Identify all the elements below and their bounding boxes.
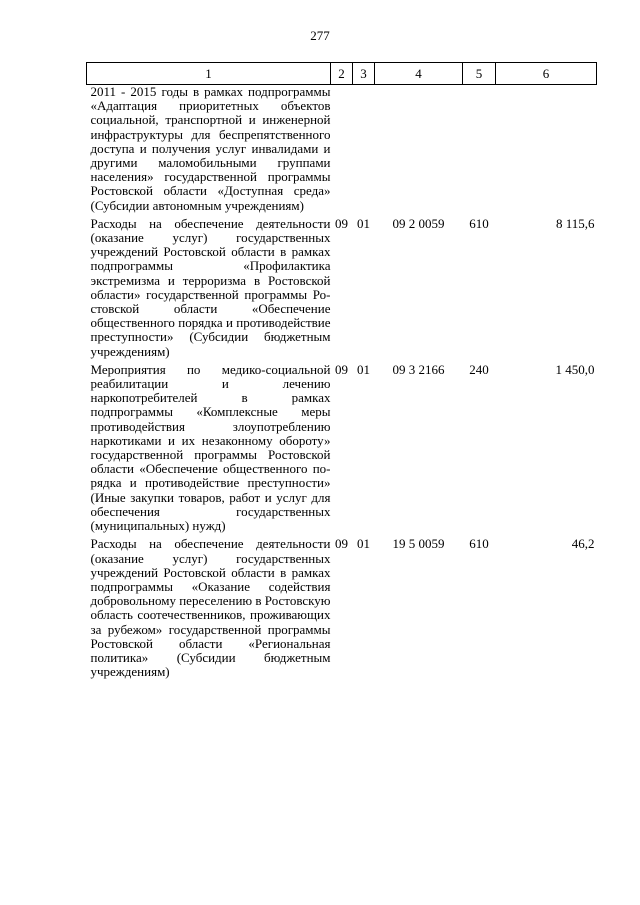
row-target-code	[375, 85, 463, 217]
table-row	[87, 363, 597, 537]
row-section-code: 09	[335, 361, 348, 377]
table-row	[87, 85, 597, 217]
row-description: Расходы на обеспечение деятельности (оказание услуг) государственных учреждений Ростовской области в рамках подпрограммы «Оказание содействия добровольному переселению в Ростовскую область соотечественников, проживающих за рубежом» государственной программы Ростовской области «Региональная политика» (Субсидии бюджетным учреждениям)	[90, 536, 331, 680]
table-row	[87, 537, 597, 683]
row-description: Мероприятия по медико-социальной реабилитации и лечению наркопотребителей в рамках подпрограммы «Комплексные меры противодействия злоупотреблению наркотиками и их незаконному обороту» государственной программы Ростовской области «Обеспечение общественного порядка и противодействие преступности» (Иные закупки товаров, работ и услуг для обеспечения государственных (муниципальных) нужд)	[90, 361, 331, 534]
column-header-5: 5	[463, 63, 496, 85]
row-section-code: 09	[335, 215, 348, 231]
column-header-6: 6	[496, 63, 597, 85]
column-header-3: 3	[353, 63, 375, 85]
row-subsection-code: 01	[357, 215, 370, 231]
row-expense-type: 610	[469, 215, 489, 231]
row-subsection-code: 01	[357, 361, 370, 377]
row-section-code	[331, 85, 353, 217]
row-section-code: 09	[335, 536, 348, 552]
row-expense-type	[463, 85, 496, 217]
row-expense-type: 610	[469, 536, 489, 552]
row-amount: 8 115,6	[555, 215, 595, 231]
budget-table	[86, 62, 597, 683]
row-subsection-code: 01	[357, 536, 370, 552]
row-amount: 46,2	[571, 536, 595, 552]
table-row	[87, 217, 597, 363]
row-target-code: 09 2 0059	[392, 215, 445, 231]
row-amount: 1 450,0	[555, 361, 595, 377]
page-number: 277	[310, 28, 330, 43]
column-header-2: 2	[331, 63, 353, 85]
table-header-row	[87, 63, 597, 85]
row-target-code: 19 5 0059	[392, 536, 445, 552]
row-description: 2011 - 2015 годы в рамках подпрограммы «Адаптация приоритетных объектов социальной, транспортной и инженерной инфраструктуры для беспрепятственного доступа и получения услуг инвалидами и другими маломобильными группами населения» государственной программы Ростовской области «Доступная среда» (Субсидии автономным учреждениям)	[90, 84, 331, 213]
row-subsection-code	[353, 85, 375, 217]
column-header-4: 4	[375, 63, 463, 85]
row-description: Расходы на обеспечение деятельности (оказание услуг) государственных учреждений Ростовской области в рамках подпрограммы «Профилактика экстремизма и терроризма в Ростовской области» государственной программы Ростовской области «Обеспечение общественного порядка и противодействие преступности» (Субсидии бюджетным учреждениям)	[90, 215, 331, 359]
column-header-1: 1	[87, 63, 331, 85]
row-amount	[496, 85, 597, 217]
row-target-code: 09 3 2166	[392, 361, 445, 377]
row-expense-type: 240	[469, 361, 489, 377]
